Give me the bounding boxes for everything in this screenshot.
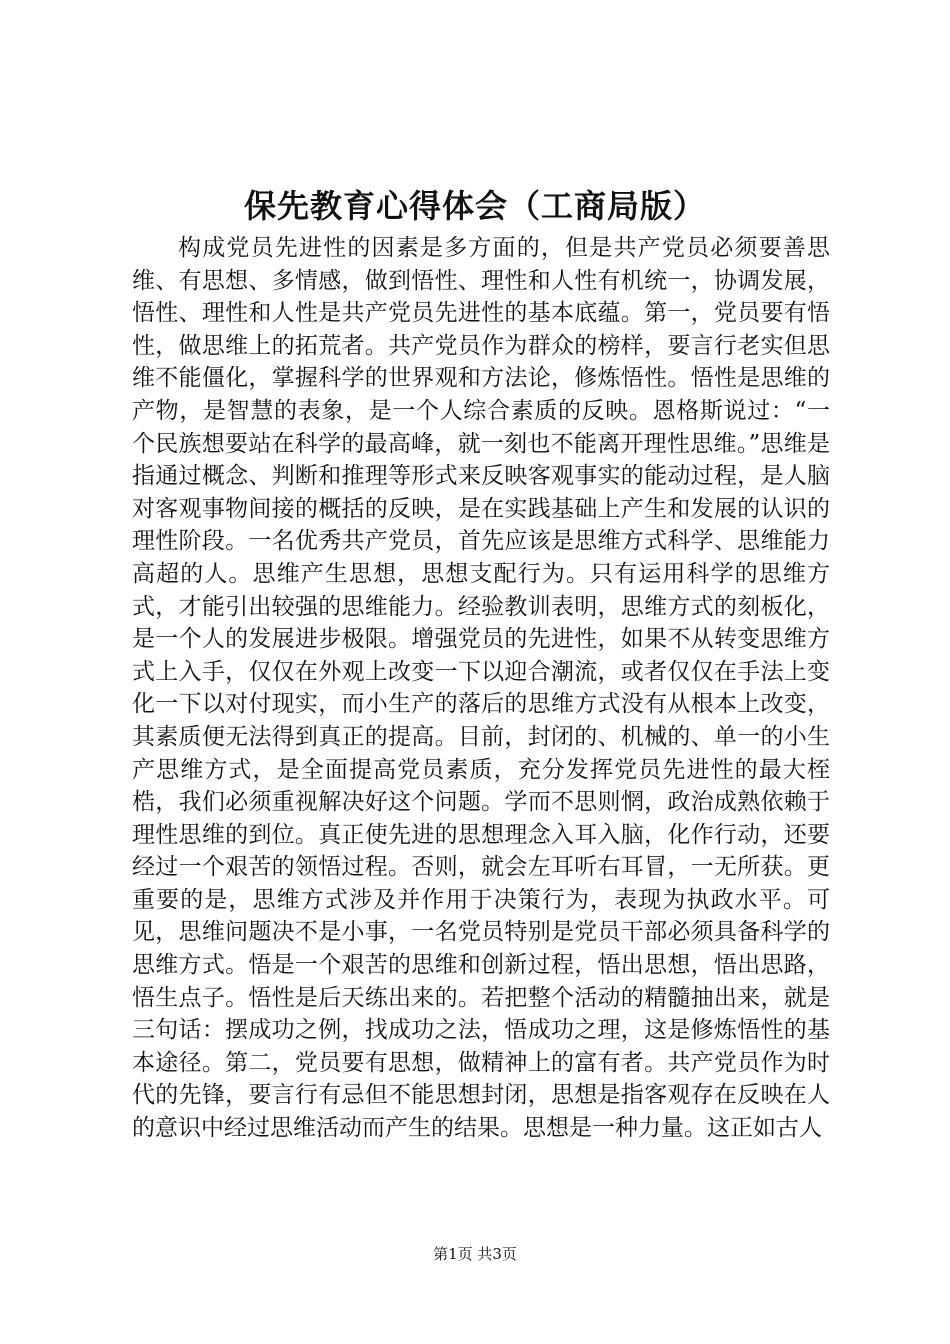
document-title: 保先教育心得体会（工商局版） bbox=[243, 187, 706, 225]
page-number-footer: 第1页 共3页 bbox=[433, 1245, 517, 1263]
document-body-paragraph: 构成党员先进性的因素是多方面的，但是共产党员必须要善思维、有思想、多情感，做到悟性、理性和人性有机统一，协调发展，悟性、理性和人性是共产党员先进性的基本底蕴。第一，党员要有悟性，做思维上的拓荒者。共产党员作为群众的榜样，要言行老实但思维不能僵化，掌握科学的世界观和方法论，修炼悟性。悟性是思维的产物，是智慧的表象，是一个人综合素质的反映。恩格斯说过：“一个民族想要站在科学的最高峰，就一刻也不能离开理性思维。”思维是指通过概念、判断和推理等形式来反映客观事实的能动过程，是人脑对客观事物间接的概括的反映，是在实践基础上产生和发展的认识的理性阶段。一名优秀共产党员，首先应该是思维方式科学、思维能力高超的人。思维产生思想，思想支配行为。只有运用科学的思维方式，才能引出较强的思维能力。经验教训表明，思维方式的刻板化，是一个人的发展进步极限。增强党员的先进性，如果不从转变思维方式上入手，仅仅在外观上改变一下以迎合潮流，或者仅仅在手法上变化一下以对付现实，而小生产的落后的思维方式没有从根本上改变，其素质便无法得到真正的提高。目前，封闭的、机械的、单一的小生产思维方式，是全面提高党员素质，充分发挥党员先进性的最大桎梏，我们必须重视解决好这个问题。学而不思则惘，政治成熟依赖于理性思维的到位。真正使先进的思想理念入耳入脑，化作行动，还要经过一个艰苦的领悟过程。否则，就会左耳听右耳冒，一无所获。更重要的是，思维方式涉及并作用于决策行为，表现为执政水平。可见，思维问题决不是小事，一名党员特别是党员干部必须具备科学的思维方式。悟是一个艰苦的思维和创新过程，悟出思想，悟出思路，悟生点子。悟性是后天练出来的。若把整个活动的精髓抽出来，就是三句话：摆成功之例，找成功之法，悟成功之理，这是修炼悟性的基本途径。第二，党员要有思想，做精神上的富有者。共产党员作为时代的先锋，要言行有忌但不能思想封闭，思想是指客观存在反映在人的意识中经过思维活动而产生的结果。思想是一种力量。这正如古人 bbox=[132, 235, 830, 1142]
